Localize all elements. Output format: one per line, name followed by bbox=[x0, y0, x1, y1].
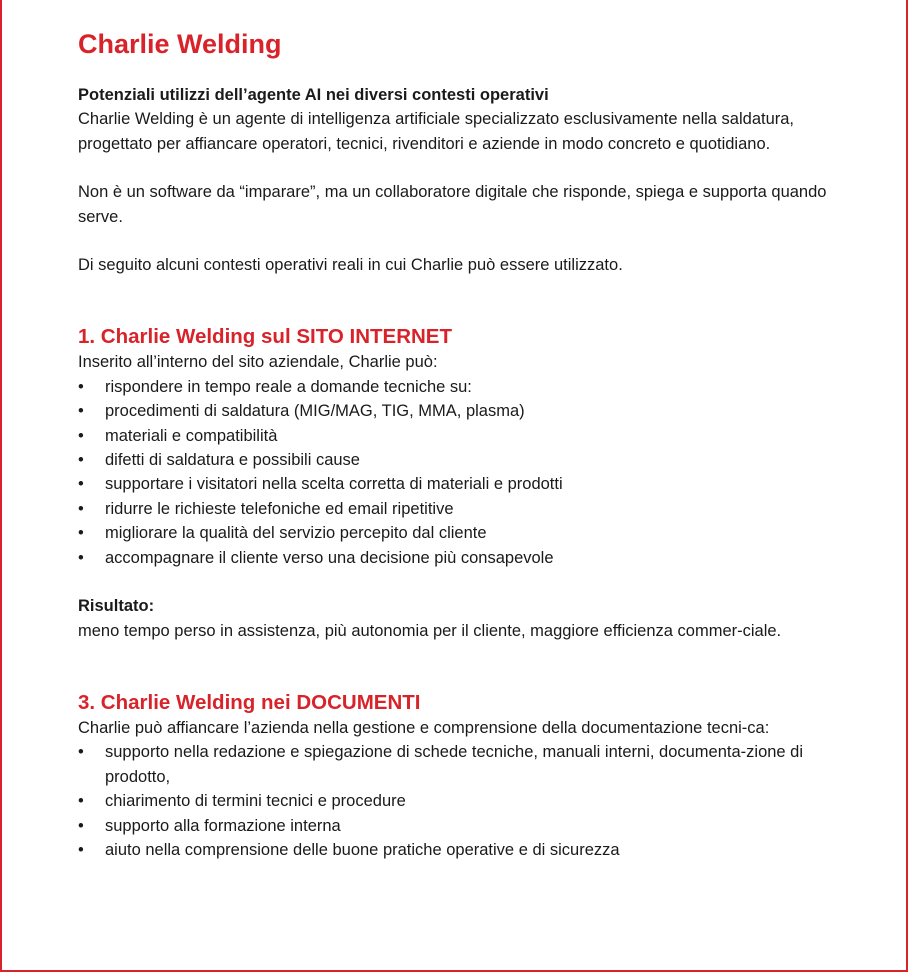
section-1-lead: Inserito all’interno del sito aziendale, Charlie può: bbox=[78, 353, 438, 372]
list-item: • supporto nella redazione e spiegazione di schede tecniche, manuali interni, documenta-zione di prodotto, bbox=[78, 740, 840, 789]
document-title: Charlie Welding bbox=[78, 29, 282, 59]
list-item: • migliorare la qualità del servizio percepito dal cliente bbox=[78, 521, 840, 545]
list-item: • materiali e compatibilità bbox=[78, 424, 840, 448]
result-text: meno tempo perso in assistenza, più autonomia per il cliente, maggiore efficienza commer-ciale. bbox=[78, 621, 782, 640]
list-item: • supportare i visitatori nella scelta corretta di materiali e prodotti bbox=[78, 472, 840, 496]
section-1-list bbox=[78, 375, 840, 570]
document-content bbox=[78, 26, 840, 862]
intro-subtitle: Potenziali utilizzi dell’agente AI nei diversi contesti operativi bbox=[78, 86, 549, 104]
section-3-lead: Charlie può affiancare l’azienda nella gestione e comprensione della documentazione tecni-ca: bbox=[78, 718, 770, 737]
section-3-list bbox=[78, 740, 840, 862]
list-item: • rispondere in tempo reale a domande tecniche su: bbox=[78, 375, 840, 399]
section-3-heading: 3. Charlie Welding nei DOCUMENTI bbox=[78, 690, 421, 714]
intro-paragraph-1: Charlie Welding è un agente di intelligenza artificiale specializzato esclusivamente nella saldatura, progettato per affiancare operatori, tecnici, rivenditori e aziende in modo concreto e quotidiano. bbox=[78, 110, 795, 153]
list-item: • ridurre le richieste telefoniche ed email ripetitive bbox=[78, 497, 840, 521]
list-item: • supporto alla formazione interna bbox=[78, 814, 840, 838]
list-item: • chiarimento di termini tecnici e procedure bbox=[78, 789, 840, 813]
list-item: • accompagnare il cliente verso una decisione più consapevole bbox=[78, 546, 840, 570]
list-item: • difetti di saldatura e possibili cause bbox=[78, 448, 840, 472]
intro-paragraph-2: Non è un software da “imparare”, ma un collaboratore digitale che risponde, spiega e supporta quando serve. bbox=[78, 183, 827, 226]
list-item: • procedimenti di saldatura (MIG/MAG, TIG, MMA, plasma) bbox=[78, 399, 840, 423]
list-item: • aiuto nella comprensione delle buone pratiche operative e di sicurezza bbox=[78, 838, 840, 862]
result-label: Risultato: bbox=[78, 597, 155, 616]
intro-paragraph-3: Di seguito alcuni contesti operativi reali in cui Charlie può essere utilizzato. bbox=[78, 256, 623, 275]
section-1-heading: 1. Charlie Welding sul SITO INTERNET bbox=[78, 325, 452, 349]
